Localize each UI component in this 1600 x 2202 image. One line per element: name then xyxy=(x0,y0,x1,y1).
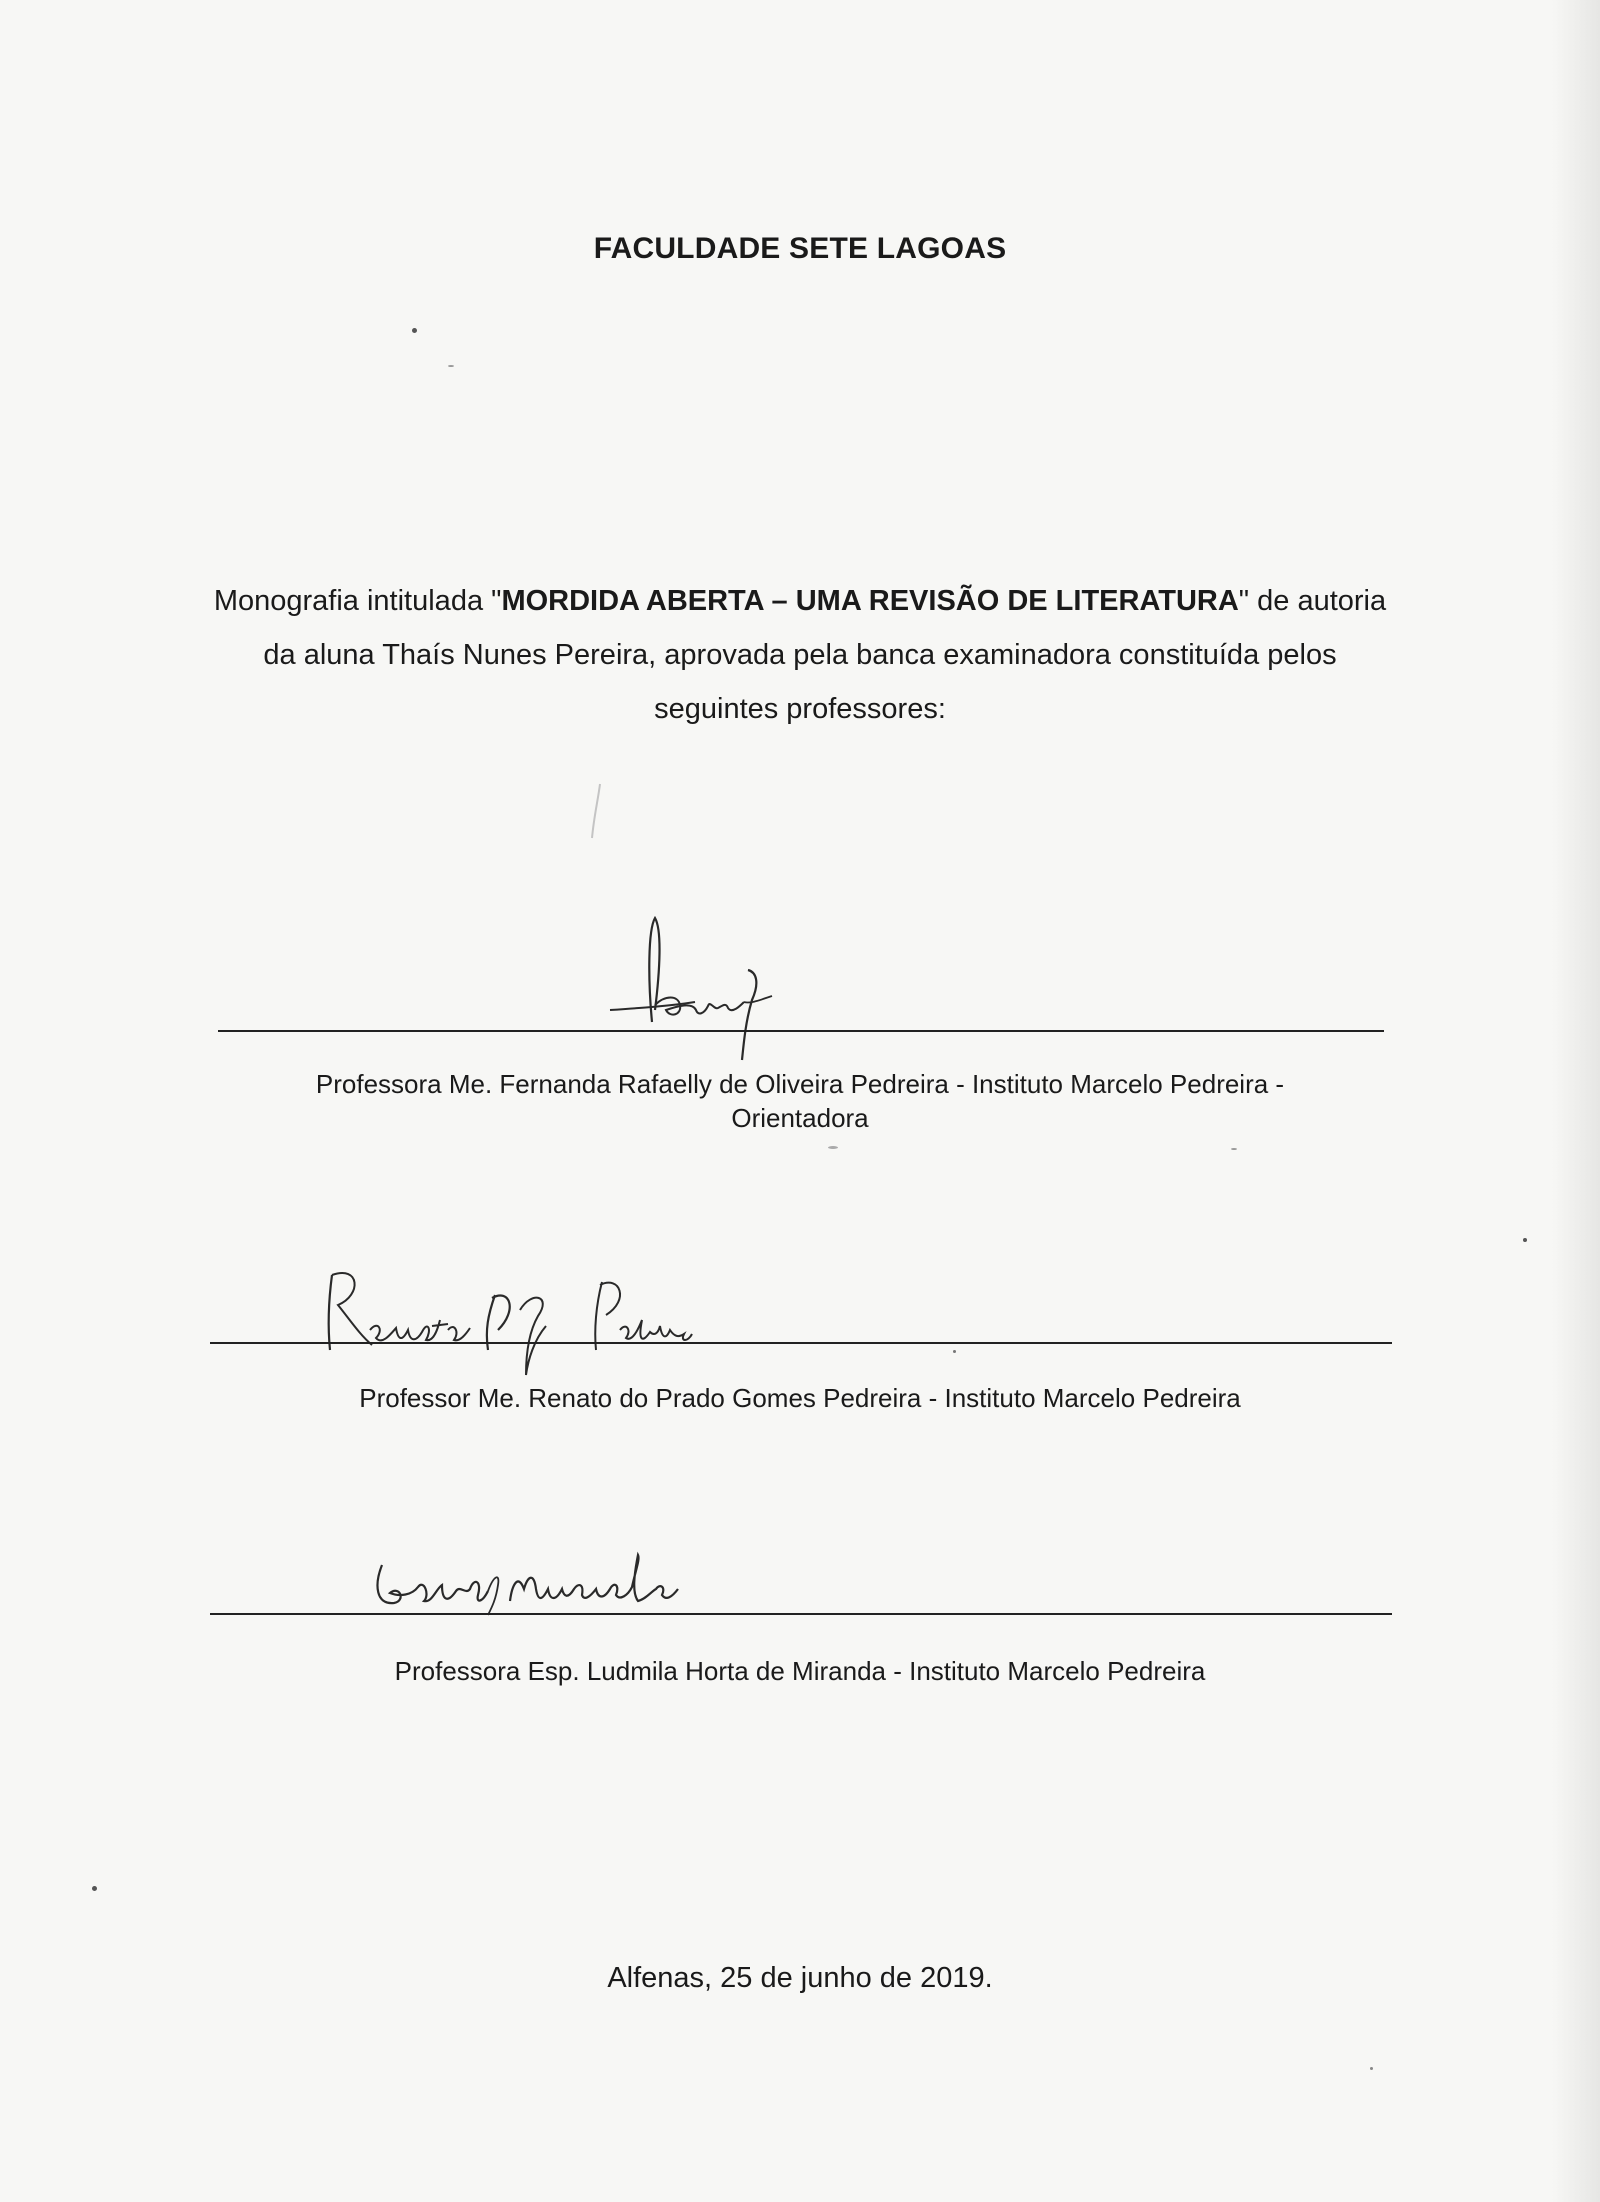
scan-speck xyxy=(92,1886,97,1891)
scan-speck xyxy=(1231,1148,1237,1150)
signatory-name: Professor Me. Renato do Prado Gomes Pedreira - Instituto Marcelo Pedreira xyxy=(359,1383,1241,1413)
signatory-name: Professora Me. Fernanda Rafaelly de Oliveira Pedreira - Instituto Marcelo Pedreira - xyxy=(315,1069,1285,1099)
scan-speck xyxy=(412,328,417,333)
signature-line xyxy=(210,1342,1392,1344)
signature-line xyxy=(218,1030,1384,1032)
monograph-title: MORDIDA ABERTA – UMA REVISÃO DE LITERATURA xyxy=(501,585,1239,617)
approval-prefix: Monografia intitulada " xyxy=(213,585,502,617)
scan-edge-shading xyxy=(1552,0,1600,2202)
signatory-name: Professora Esp. Ludmila Horta de Miranda - Instituto Marcelo Pedreira xyxy=(394,1656,1206,1686)
approval-statement xyxy=(200,574,1400,736)
approval-suffix: " de autoria da aluna Thaís Nunes Pereira, aprovada pela banca examinadora constituída pelos seguintes professores: xyxy=(263,585,1387,725)
scan-speck xyxy=(448,365,454,367)
signature-image xyxy=(320,1250,710,1380)
scan-speck xyxy=(1370,2067,1373,2070)
signature-image xyxy=(600,910,800,1070)
signatory-role: Orientadora xyxy=(731,1103,869,1133)
signature-line xyxy=(210,1613,1392,1615)
scan-speck xyxy=(828,1146,838,1149)
stray-pencil-mark xyxy=(588,782,608,842)
scan-speck xyxy=(1523,1238,1527,1242)
institution-name: FACULDADE SETE LAGOAS xyxy=(593,232,1007,265)
document-date: Alfenas, 25 de junho de 2019. xyxy=(607,1962,993,1994)
scan-speck xyxy=(953,1350,956,1353)
